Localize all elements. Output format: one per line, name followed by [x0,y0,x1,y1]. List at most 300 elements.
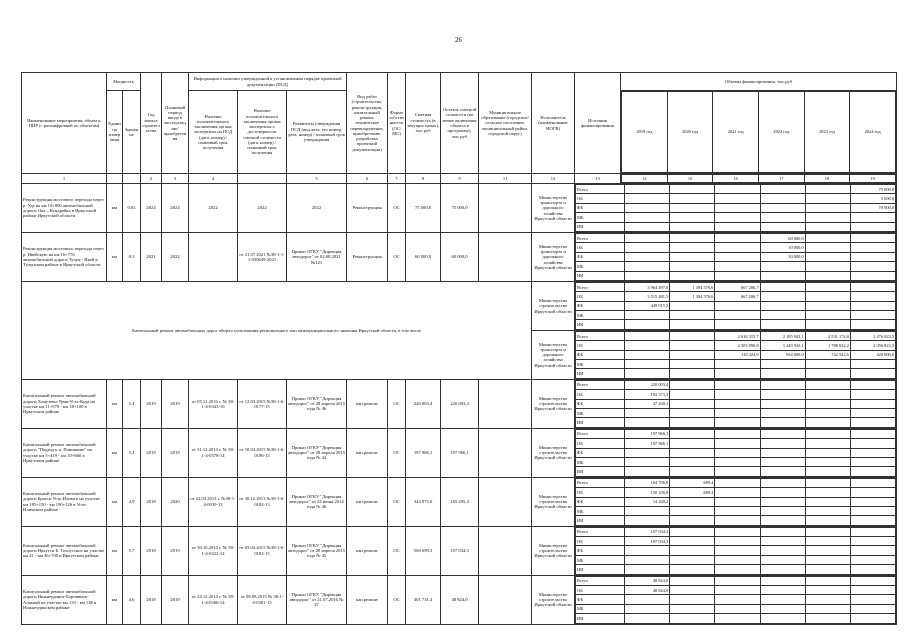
fin-value [850,506,895,515]
fin-value [625,341,670,350]
fund-source-label: ФБ [576,252,625,261]
ped-approval: 2022 [287,184,347,233]
fin-value [625,194,670,203]
fund-source-label: МБ [576,457,625,466]
fin-value [715,380,760,389]
work-type: кап.ремонт [347,477,388,526]
fund-source-label: ФБ [576,350,625,359]
fin-value [805,537,850,546]
fin-value [625,516,670,525]
year-start: 2018 [141,477,162,526]
fin-value [715,614,760,623]
fin-value: 5 000,0 [850,194,895,203]
fin-value [625,311,670,320]
unit: км [107,575,123,624]
fin-value [715,516,760,525]
municipality [479,379,532,428]
work-type: кап.ремонт [347,428,388,477]
fin-value [670,369,715,378]
fin-value [625,185,670,194]
fin-value: 1 249 943,1 [760,341,805,350]
financing-table [575,233,896,281]
fin-value [760,408,805,417]
unit: км [107,428,123,477]
fin-value: 107 034,3 [625,537,670,546]
fin-value: 742 542,6 [805,350,850,359]
fin-value [715,399,760,408]
estimated-cost: 60 000,0 [406,232,441,281]
fund-source-label: ОБ [576,537,625,546]
fund-source-label: Всего [576,429,625,438]
object-row [22,575,897,624]
fin-value [850,252,895,261]
col-number: 18 [804,175,850,183]
ped-cost-expertise: от 30.12.2013 №38-1-6-0182-13 [238,477,287,526]
fin-value [760,301,805,310]
fin-value [760,478,805,487]
fin-value [850,614,895,623]
year-start: 2018 [141,526,162,575]
fin-value [670,439,715,448]
fin-value [850,380,895,389]
fin-value [760,360,805,369]
financing-table [575,184,896,232]
fin-value [760,292,805,301]
fin-value [715,497,760,506]
fin-value [850,497,895,506]
fin-value [715,537,760,546]
fund-source-label: ОБ [576,292,625,301]
col-header-ped-req: Реквизиты утверждения ПСД (вид акта, его номер, дата, номер) / плановый срок утверждения [287,91,347,174]
fin-value [850,311,895,320]
fin-value [760,488,805,497]
fin-value [805,222,850,231]
fin-value [850,439,895,448]
fund-source-label: МБ [576,604,625,613]
fin-value [715,527,760,536]
fin-value [760,320,805,329]
fin-value [760,506,805,515]
fin-value [670,185,715,194]
col-header-project-info: Информация о наличии утвержденной в установленном порядке проектной документации (ПСД) [189,73,347,91]
year-end: 2020 [162,477,189,526]
fin-value [670,360,715,369]
year-header-0: 2019 год [622,92,668,173]
fin-value [715,576,760,585]
unit: км [107,232,123,281]
ped-expertise: от 31.12.2014 г. № 38-1-4-0578-14 [189,428,238,477]
fin-value [670,320,715,329]
col-header-name: Наименование мероприятия, объекта, ПИР (с расшифровкой по объектам) [22,73,107,174]
col-number: 13 [575,174,621,184]
fin-value [760,418,805,427]
fund-source-label: ФБ [576,497,625,506]
fin-value [760,399,805,408]
fund-source-label: ИИ [576,516,625,525]
fin-value [670,341,715,350]
fin-value [850,565,895,574]
fin-value [805,360,850,369]
year-header-2: 2021 год [713,92,759,173]
fin-value [760,390,805,399]
fin-value [850,467,895,476]
fin-value [805,604,850,613]
object-row [22,477,897,526]
fin-value: 220 003,4 [625,380,670,389]
fund-source-label: ИИ [576,467,625,476]
fund-source-label: МБ [576,311,625,320]
unit: км [107,526,123,575]
fund-source-label: ОБ [576,243,625,252]
capacity-value: 4,6 [123,575,141,624]
fund-source-label: ОБ [576,488,625,497]
fin-value [670,408,715,417]
fin-value: 667 206,7 [715,282,760,291]
fin-value [805,488,850,497]
work-type: Реконструкция [347,184,388,233]
fin-value: 449 015,5 [625,301,670,310]
fin-value [715,213,760,222]
fin-value [715,546,760,555]
fin-value [715,595,760,604]
remaining-cost: 220 003,4 [441,379,479,428]
fin-value [715,448,760,457]
col-number: 6 [347,174,388,184]
fin-value [670,399,715,408]
fin-value [805,614,850,623]
fin-value: 2 476 823,5 [850,331,895,340]
fund-source-label: ОБ [576,439,625,448]
capacity-value: 5,4 [123,428,141,477]
fin-value [805,271,850,280]
estimated-cost: 301 731,4 [406,575,441,624]
fin-value [805,233,850,242]
fin-value [670,418,715,427]
fin-value [625,555,670,564]
fin-value [850,213,895,222]
capacity-value: 5,7 [123,526,141,575]
fin-value [805,213,850,222]
financing-cell [575,428,897,477]
col-header-value: Значение [123,91,141,174]
fin-value [760,497,805,506]
fin-value [805,576,850,585]
fin-value [670,350,715,359]
fin-value [805,478,850,487]
work-type: кап.ремонт [347,379,388,428]
fin-value [715,311,760,320]
object-row [22,379,897,428]
fin-value: 197 966,1 [625,429,670,438]
fin-value [625,271,670,280]
fin-value [760,203,805,212]
fin-value [670,555,715,564]
fin-value [805,527,850,536]
unit: км [107,379,123,428]
municipality [479,477,532,526]
fin-value [715,506,760,515]
fin-value [805,369,850,378]
ownership: ОС [388,526,406,575]
fund-source-label: Всего [576,282,625,291]
fin-value [805,282,850,291]
fin-value [670,203,715,212]
fund-source-label: ФБ [576,595,625,604]
fin-value: 2 505 890,8 [715,341,760,350]
col-header-executor: Исполнитель (наименование ИОГВ) [532,73,575,174]
fin-value [670,516,715,525]
object-row [22,232,897,281]
fin-value [670,546,715,555]
year-end: 2024 [162,184,189,233]
fund-source-label: ФБ [576,546,625,555]
fin-value [850,448,895,457]
object-row [22,184,897,233]
col-number: 16 [713,175,759,183]
remaining-cost: 75 000,0 [441,184,479,233]
fin-value [625,320,670,329]
col-header-volumes: Объемы финансирования, тыс.руб [621,73,897,91]
fin-value [805,497,850,506]
fin-value [715,467,760,476]
fin-value [670,380,715,389]
fin-value [850,604,895,613]
remaining-cost: 107 034,3 [441,526,479,575]
col-number: 15 [667,175,713,183]
executor: Министерство строительства Иркутской области [532,379,575,428]
fin-value [850,292,895,301]
fin-value: 107 034,3 [625,527,670,536]
fund-source-label: МБ [576,213,625,222]
col-header-municipality: Муниципальное образование (городское/сельское поселение, муниципальный район, городской округ) [479,73,532,174]
col-number: 5 [287,174,347,184]
fin-value [715,457,760,466]
fin-value [760,194,805,203]
ownership: ОС [388,477,406,526]
year-end: 2019 [162,526,189,575]
fin-value [850,222,895,231]
capacity-value: 5,4 [123,379,141,428]
estimated-cost: 568 699,3 [406,526,441,575]
fin-value [670,537,715,546]
fund-source-label: МБ [576,506,625,515]
municipality [479,526,532,575]
fin-value: 420 000,0 [850,350,895,359]
fin-value [670,448,715,457]
fin-value: 48 824,0 [625,576,670,585]
fin-value [760,448,805,457]
fin-value [715,185,760,194]
fin-value [670,222,715,231]
col-number: 7 [388,174,406,184]
fin-value [850,243,895,252]
capacity-value: 0,3 [123,232,141,281]
object-row [22,428,897,477]
fund-source-label: Всего [576,380,625,389]
municipality [479,184,532,233]
object-name: Капитальный ремонт автомобильной дороги Хомутово-Урик-Усть-Куда на участке км 11+970 - км 18+100 в Иркутском районе [22,379,107,428]
ped-expertise: от 30.10.2014 г. № 38-1-4-0322-14 [189,526,238,575]
object-name: Капитальный ремонт автомобильной дороги "Подход к п. Плишкино" на участке км 5+419 - км 10+660 в Иркутском районе [22,428,107,477]
fin-value [625,614,670,623]
financing-cell [575,184,897,233]
fin-value [850,488,895,497]
col-number: 4 [189,174,238,184]
col-header-source: Источник финансирования [575,73,621,174]
fin-value [715,262,760,271]
year-header-5: 2024 год [850,92,896,173]
fin-value [805,506,850,515]
fund-source-label: МБ [576,408,625,417]
work-type: Реконструкция [347,232,388,281]
ped-cost-expertise: 2022 [238,184,287,233]
fin-value [805,243,850,252]
year-start: 2019 [141,428,162,477]
ped-cost-expertise: от 08.08.2015 № 38-1-6-0301-15 [238,575,287,624]
fund-source-label: ИИ [576,222,625,231]
col-number [123,174,141,184]
financing-table [575,331,896,379]
financing-cell [575,232,897,281]
fin-value: 3 964 497,0 [625,282,670,291]
financing-cell [575,330,897,379]
financing-table [575,478,896,526]
municipality [479,575,532,624]
year-header-1: 2020 год [667,92,713,173]
fin-value [805,380,850,389]
fin-value [715,408,760,417]
fin-value: 60 000,0 [760,233,805,242]
year-start: 2021 [141,232,162,281]
ped-cost-expertise: от 12.03.2015 №38-1-6-0177-15 [238,379,287,428]
fin-value [670,194,715,203]
fund-source-label: ФБ [576,203,625,212]
fin-value [715,586,760,595]
column-numbers-row [22,174,897,184]
fin-value [670,271,715,280]
ownership: ОС [388,379,406,428]
fin-value [715,369,760,378]
fin-value [625,203,670,212]
ped-cost-expertise: от 10.04.2015 №38-1-6-0186-15 [238,428,287,477]
fund-source-label: Всего [576,478,625,487]
fin-value [760,457,805,466]
col-number: 14 [622,175,668,183]
fin-value: 48 824,0 [625,586,670,595]
fin-value [850,546,895,555]
ped-expertise: от 05.12.2016 г. № 38-1-4-0343-16 [189,379,238,428]
fin-value [850,586,895,595]
fin-value: 37 430,1 [625,399,670,408]
fin-value: 2 616 315,7 [715,331,760,340]
ped-cost-expertise: от 03.04.2015 №38-1-6-0182-15 [238,526,287,575]
fin-value [805,194,850,203]
financing-cell [575,477,897,526]
fin-value [760,213,805,222]
fin-value: 164 706,0 [625,478,670,487]
fund-source-label: Всего [576,233,625,242]
fin-value [760,262,805,271]
executor: Министерство строительства Иркутской области [532,477,575,526]
estimated-cost: 75 000,0 [406,184,441,233]
fin-value [760,369,805,378]
financing-cell [575,379,897,428]
year-end: 2022 [162,232,189,281]
executor: Министерство транспорта и дорожного хозяйства Иркутской области [532,232,575,281]
col-header-ped-cost: Наличие положительного заключения органа экспертизы о достоверности сметной стоимости (дата, номер) / плановый срок получения [238,91,287,174]
remaining-cost: 60 000,0 [441,232,479,281]
year-start: 2019 [141,379,162,428]
fin-value [715,439,760,448]
year-start: 2018 [141,575,162,624]
fin-value [805,320,850,329]
col-number: 2 [141,174,162,184]
executor: Министерство строительства Иркутской области [532,428,575,477]
capacity-value: 4,9 [123,477,141,526]
fin-value [760,555,805,564]
fin-value: 689,4 [670,478,715,487]
fin-value [625,369,670,378]
fin-value [715,233,760,242]
fin-value [805,586,850,595]
fin-value [805,448,850,457]
fin-value [715,222,760,231]
fin-value [625,408,670,417]
fin-value: 2 056 823,5 [850,341,895,350]
ownership: ОС [388,428,406,477]
fin-value [670,301,715,310]
fin-value [850,271,895,280]
estimated-cost: 197 966,1 [406,428,441,477]
fin-value [805,390,850,399]
fin-value [715,390,760,399]
fin-value: 110 424,9 [715,350,760,359]
fund-source-label: Всего [576,185,625,194]
financing-table [575,527,896,575]
financing-table [575,576,896,624]
fin-value [850,527,895,536]
fin-value [625,360,670,369]
fund-source-label: ИИ [576,369,625,378]
fin-value [670,506,715,515]
fund-source-label: Всего [576,331,625,340]
fin-value: 689,4 [670,488,715,497]
fin-value [805,203,850,212]
fin-value [850,576,895,585]
ped-approval: Приказ ОГКУ "Дирекция автодорог" от 02.08.2021 №121 [287,232,347,281]
col-header-year-end: Плановый период ввода в эксплуатацию/ приобретения [162,73,189,174]
fin-value [625,418,670,427]
fund-source-label: ИИ [576,418,625,427]
fin-value [760,271,805,280]
fin-value [760,439,805,448]
fund-source-label: ИИ [576,565,625,574]
fin-value [670,527,715,536]
fin-value [850,369,895,378]
unit: км [107,184,123,233]
col-number: 11 [479,174,532,184]
fin-value [670,233,715,242]
fund-source-label: ОБ [576,341,625,350]
year-header-3: 2022 год [759,92,805,173]
municipality [479,428,532,477]
ped-approval: Приказ ОГКУ "Дирекция автодорог" от 24 июня 2014 года № 46 [287,477,347,526]
fin-value [805,418,850,427]
fin-value [715,429,760,438]
col-header-capacity: Мощность [107,73,141,91]
fin-value [670,604,715,613]
fin-value [625,506,670,515]
